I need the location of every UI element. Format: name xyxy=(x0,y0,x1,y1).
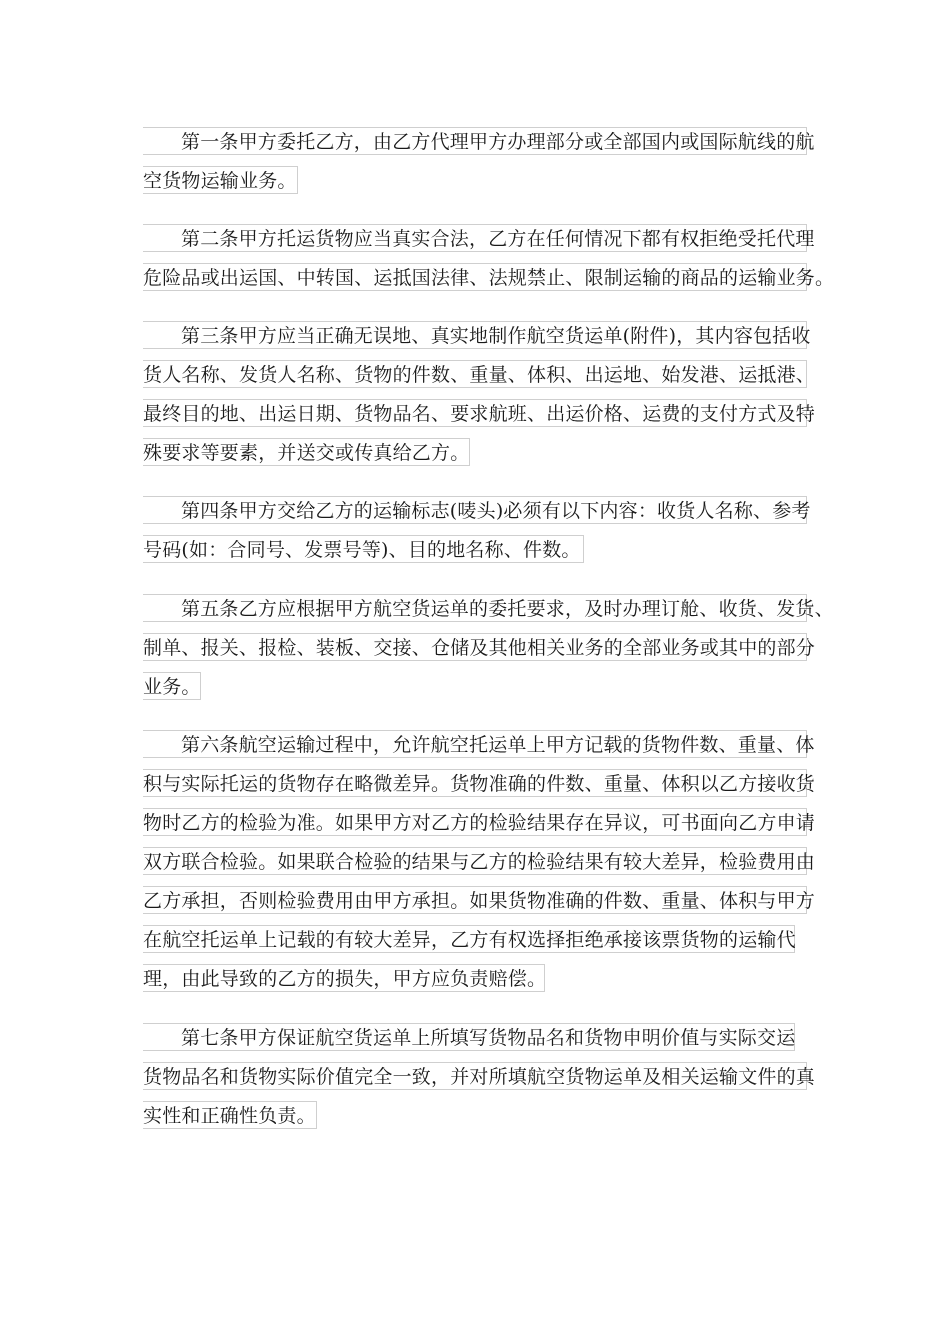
article-5-line-3: 业务。 xyxy=(143,672,201,700)
article-6-line-2: 积与实际托运的货物存在略微差异。货物准确的件数、重量、体积以乙方接收货 xyxy=(143,769,807,797)
article-7-line-3: 实性和正确性负责。 xyxy=(143,1101,317,1129)
article-7-line-2: 货物品名和货物实际价值完全一致，并对所填航空货物运单及相关运输文件的真 xyxy=(143,1062,807,1090)
article-1-line-2: 空货物运输业务。 xyxy=(143,166,298,194)
article-6-line-4: 双方联合检验。如果联合检验的结果与乙方的检验结果有较大差异，检验费用由 xyxy=(143,847,807,875)
article-6-line-1: 第六条航空运输过程中，允许航空托运单上甲方记载的货物件数、重量、体 xyxy=(143,730,807,758)
article-5-line-1: 第五条乙方应根据甲方航空货运单的委托要求，及时办理订舱、收货、发货、 xyxy=(143,594,807,622)
article-6-line-7: 理，由此导致的乙方的损失，甲方应负责赔偿。 xyxy=(143,964,545,992)
article-3-line-3: 最终目的地、出运日期、货物品名、要求航班、出运价格、运费的支付方式及特 xyxy=(143,399,807,427)
article-5-line-2: 制单、报关、报检、装板、交接、仓储及其他相关业务的全部业务或其中的部分 xyxy=(143,633,807,661)
article-6-line-5: 乙方承担，否则检验费用由甲方承担。如果货物准确的件数、重量、体积与甲方 xyxy=(143,886,807,914)
article-3-line-4: 殊要求等要素，并送交或传真给乙方。 xyxy=(143,438,470,466)
article-3-line-2: 货人名称、发货人名称、货物的件数、重量、体积、出运地、始发港、运抵港、 xyxy=(143,360,807,388)
article-2-line-2: 危险品或出运国、中转国、运抵国法律、法规禁止、限制运输的商品的运输业务。 xyxy=(143,263,807,291)
article-6-line-6: 在航空托运单上记载的有较大差异，乙方有权选择拒绝承接该票货物的运输代 xyxy=(143,925,795,953)
article-4-line-2: 号码(如：合同号、发票号等)、目的地名称、件数。 xyxy=(143,535,584,563)
article-6-line-3: 物时乙方的检验为准。如果甲方对乙方的检验结果存在异议，可书面向乙方申请 xyxy=(143,808,807,836)
article-3-line-1: 第三条甲方应当正确无误地、真实地制作航空货运单(附件)，其内容包括收 xyxy=(143,321,807,349)
article-4-line-1: 第四条甲方交给乙方的运输标志(唛头)必须有以下内容：收货人名称、参考 xyxy=(143,496,807,524)
article-7-line-1: 第七条甲方保证航空货运单上所填写货物品名和货物申明价值与实际交运 xyxy=(143,1023,795,1051)
article-1-line-1: 第一条甲方委托乙方，由乙方代理甲方办理部分或全部国内或国际航线的航 xyxy=(143,127,807,155)
article-2-line-1: 第二条甲方托运货物应当真实合法，乙方在任何情况下都有权拒绝受托代理 xyxy=(143,224,807,252)
